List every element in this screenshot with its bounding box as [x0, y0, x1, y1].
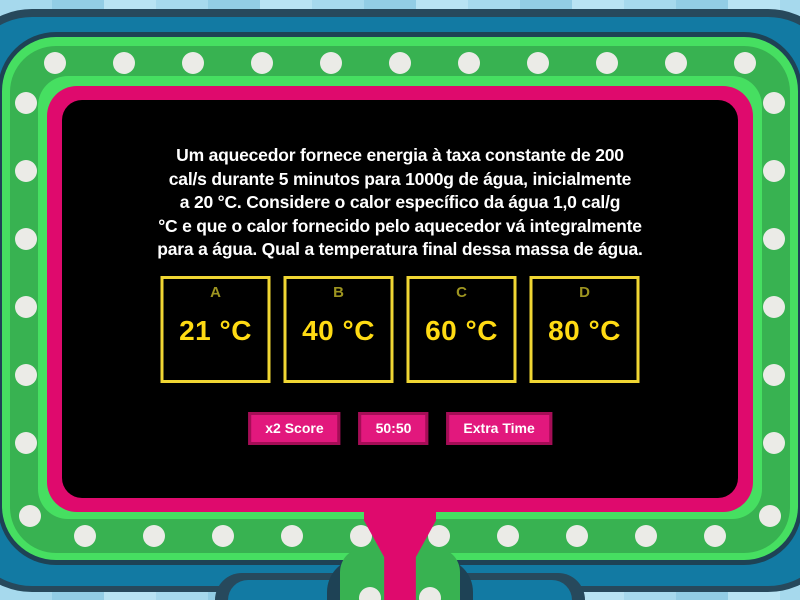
question-line: cal/s durante 5 minutos para 1000g de água, inicialmente	[168, 168, 632, 189]
frame-dot	[419, 587, 441, 600]
answer-value: 21 °C	[179, 315, 252, 346]
answer-value: 40 °C	[302, 315, 375, 346]
x2-score-button[interactable]: x2 Score	[248, 412, 340, 445]
answer-value: 60 °C	[425, 315, 498, 346]
answer-letter: D	[579, 284, 590, 301]
question-line: °C e que o calor fornecido pelo aquecedor vá integralmente	[158, 215, 642, 236]
answer-letter: B	[333, 284, 344, 301]
answer-value: 80 °C	[548, 315, 621, 346]
answer-letter: C	[456, 284, 467, 301]
frame-dot	[359, 587, 381, 600]
question-line: a 20 °C. Considere o calor específico da água 1,0 cal/g	[179, 192, 621, 212]
question-line: Um aquecedor fornece energia à taxa constante de 200	[176, 145, 624, 165]
answer-letter: A	[210, 284, 221, 301]
extra-time-button[interactable]: Extra Time	[446, 412, 551, 445]
question-line: para a água. Qual a temperatura final dessa massa de água.	[157, 239, 643, 259]
fifty-fifty-button[interactable]: 50:50	[359, 412, 429, 445]
